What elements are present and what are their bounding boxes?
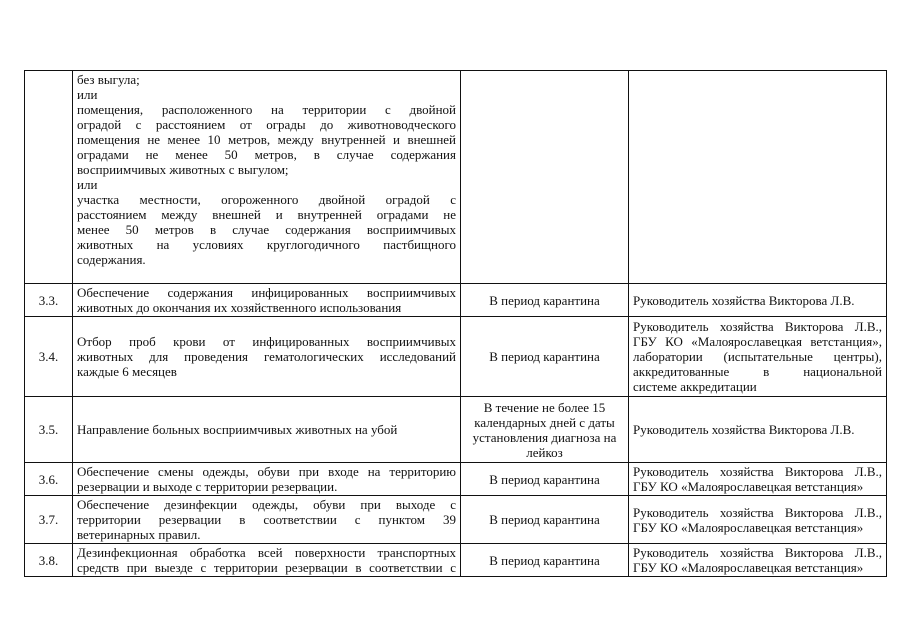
responsible-line: Руководитель хозяйства Викторова Л.В. [633,292,855,308]
period-line: В период карантина [489,512,600,527]
action-line: или [77,177,98,192]
period-line: календарных дней с даты [474,414,615,430]
action-line: оградами не менее 50 метров, в случае содержания [77,147,456,162]
action-line: животных на условиях круглогодичного пастбищного [77,237,456,252]
action-line: расстоянием между внешней и внутренней оградами не [77,207,456,222]
action-line: Дезинфекционная обработка всей поверхности транспортных [77,545,456,560]
responsible-cell [629,463,887,496]
period-cell [461,284,629,317]
period-cell [461,463,629,496]
action-line: Направление больных восприимчивых животных на убой [77,422,398,437]
table-row [25,544,887,577]
quarantine-measures-table [24,70,887,577]
responsible-line: ГБУ КО «Малоярославецкая ветстанция» [633,519,864,535]
action-line: ветеринарных правил. [77,527,201,542]
action-line: участка местности, огороженного двойной оградой с [77,192,456,207]
action-cell [73,284,461,317]
responsible-cell [629,284,887,317]
action-line: Обеспечение смены одежды, обуви при входе на территорию [77,464,456,479]
responsible-line: аккредитованные в национальной [633,364,882,379]
item-number-cell: 3.6. [25,463,73,496]
table-row [25,397,887,463]
action-line: Обеспечение содержания инфицированных восприимчивых [77,285,456,300]
action-line: содержания. [77,252,146,267]
table-row [25,496,887,544]
period-cell [461,71,629,284]
responsible-line: Руководитель хозяйства Викторова Л.В., [633,319,882,334]
period-line: установления диагноза на [472,429,617,445]
responsible-line: Руководитель хозяйства Викторова Л.В., [633,545,882,560]
action-line: территории резервации в соответствии с пунктом 39 [77,512,456,527]
action-line: восприимчивых животных с выгулом; [77,162,289,177]
period-line: В период карантина [489,471,600,487]
period-cell [461,544,629,577]
table-row [25,463,887,496]
responsible-line: ГБУ КО «Малоярославецкая ветстанция» [633,560,864,575]
action-cell [73,463,461,496]
action-line: или [77,87,98,102]
table-row [25,284,887,317]
action-line: помещения не менее 10 метров, между внутренней и внешней [77,132,456,147]
responsible-line: Руководитель хозяйства Викторова Л.В. [633,422,855,437]
action-line: животных для проведения гематологических исследований [77,349,456,364]
action-line: Отбор проб крови от инфицированных восприимчивых [77,334,456,349]
action-cell [73,544,461,577]
action-line: каждые 6 месяцев [77,364,177,379]
period-cell [461,496,629,544]
item-number-cell: 3.4. [25,317,73,397]
item-number-cell: 3.7. [25,496,73,544]
action-line: оградой с расстоянием от ограды до животноводческого [77,117,456,132]
period-cell [461,317,629,397]
responsible-line: ГБУ КО «Малоярославецкая ветстанция» [633,479,864,494]
action-line: резервации и выходе с территории резервации. [77,479,338,494]
period-line: лейкоз [526,444,563,460]
action-line: Обеспечение дезинфекции одежды, обуви при выходе с [77,497,456,512]
item-number-cell: 3.5. [25,397,73,463]
action-line: животных до окончания их хозяйственного использования [77,300,402,315]
responsible-cell [629,71,887,284]
action-cell [73,397,461,463]
item-number-cell [25,71,73,284]
responsible-line: системе аккредитации [633,379,757,394]
action-line: менее 50 метров в случае содержания восприимчивых [77,222,456,237]
responsible-line: Руководитель хозяйства Викторова Л.В., [633,464,882,479]
responsible-line: лаборатории (испытательные центры), [633,349,882,364]
action-line: средств при выезде с территории резервации в соответствии с [77,560,456,575]
responsible-line: ГБУ КО «Малоярославецкая ветстанция», [633,334,882,349]
responsible-line: Руководитель хозяйства Викторова Л.В., [633,504,882,520]
action-cell [73,496,461,544]
period-line: В период карантина [489,292,600,308]
responsible-cell [629,317,887,397]
responsible-cell [629,544,887,577]
responsible-cell [629,496,887,544]
period-line: В течение не более 15 [483,399,606,415]
period-cell [461,397,629,463]
item-number-cell: 3.3. [25,284,73,317]
period-line: В период карантина [489,349,600,364]
action-cell [73,71,461,284]
table-row [25,71,887,284]
period-line: В период карантина [489,552,600,568]
table-row [25,317,887,397]
action-line: помещения, расположенного на территории с двойной [77,102,456,117]
action-cell [73,317,461,397]
item-number-cell: 3.8. [25,544,73,577]
responsible-cell [629,397,887,463]
action-line: без выгула; [77,72,140,87]
